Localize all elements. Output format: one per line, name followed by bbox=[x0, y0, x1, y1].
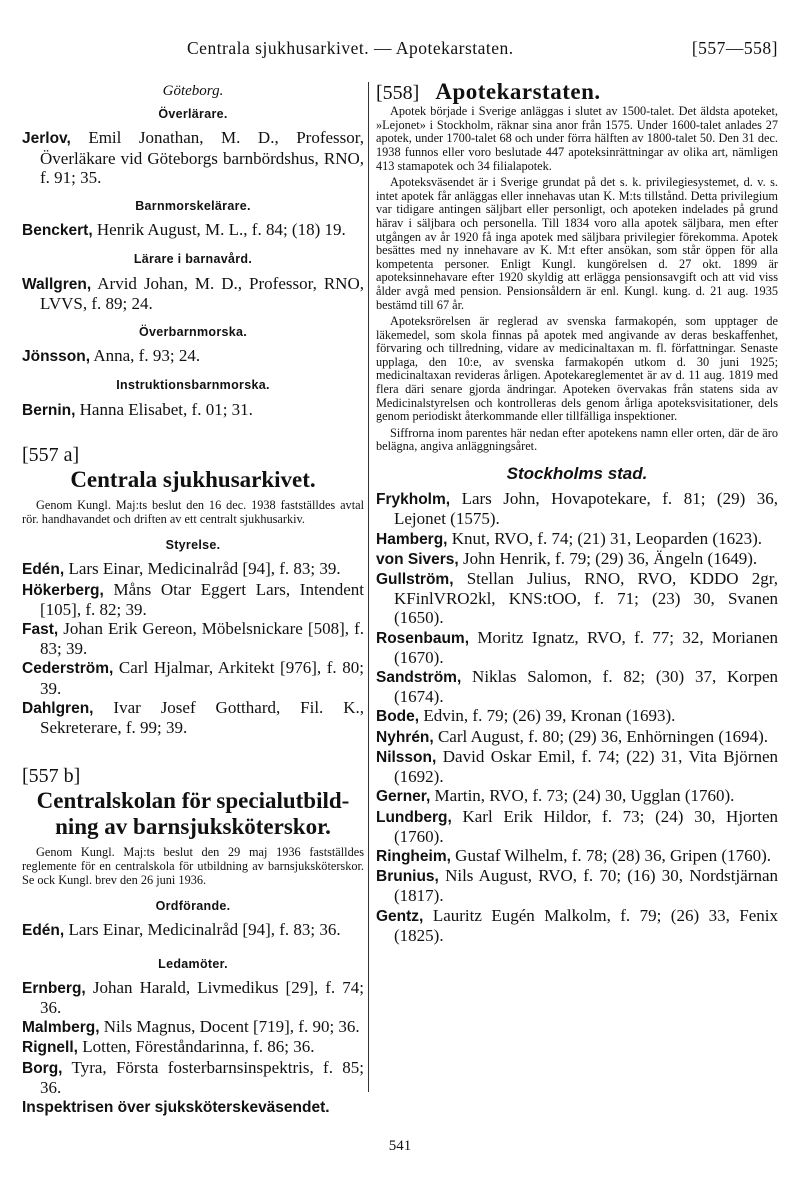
entry-name: Nilsson, bbox=[376, 748, 437, 766]
list-item bbox=[22, 658, 364, 697]
entry-details: Henrik August, M. L., f. 84; (18) 19. bbox=[92, 220, 346, 240]
list-item bbox=[376, 747, 778, 786]
entry-name: Frykholm, bbox=[376, 491, 451, 509]
styrelse-heading: Styrelse. bbox=[165, 538, 221, 553]
list-item bbox=[22, 128, 364, 187]
entry-name: Gerner, bbox=[376, 788, 431, 806]
entry-details: Johan Harald, Livmedikus [29], f. 74; 36. bbox=[40, 977, 364, 1018]
list-item bbox=[22, 1017, 364, 1037]
section-558-title: Apotekarstaten. bbox=[435, 79, 601, 104]
list-item bbox=[22, 580, 364, 619]
list-item bbox=[376, 549, 778, 569]
overbarnmorska-list bbox=[22, 346, 364, 366]
entry-name: Sandström, bbox=[376, 669, 462, 687]
entry-name: Rignell, bbox=[22, 1039, 78, 1057]
apotek-paragraph-4: Siffrorna inom parentes här nedan efter apotekens namn eller orten, där de äro belägna, angiva anläggningsåret. bbox=[376, 425, 778, 454]
entry-name: Jönsson, bbox=[22, 348, 91, 366]
apotek-paragraph-3: Apoteksrörelsen är reglerad av svenska farmakopén, som upptager de läkemedel, som skola finnas på apotek med angivande av deras beskaffenhet, förvaring och tillredning, vidare av medicinaltaxan m. fl. författningar. Senaste upplaga, den 10:e, av svenska farmakopén utkom d. 30 juni 1925; medicinaltaxan revideras årligen. Apotekareglementet är av d. 11 aug. 1819 med flera däri senare gjorda ändringar. Apoteken övervakas från statens sida av Medicinalstyrelsen och kontrolleras dels genom årliga apoteksvisitationer, dels genom periodiskt återkommande eller tillfälliga inspektioner. bbox=[376, 314, 778, 424]
overlarare-heading: Överlärare. bbox=[158, 107, 228, 122]
entry-name: Malmberg, bbox=[22, 1019, 100, 1037]
entry-details: Anna, f. 93; 24. bbox=[90, 346, 201, 366]
list-item bbox=[22, 1058, 364, 1097]
list-item bbox=[22, 559, 364, 579]
entry-details: John Henrik, f. 79; (29) 36, Ängeln (1649). bbox=[458, 548, 758, 568]
entry-name: Hamberg, bbox=[376, 530, 448, 548]
entry-name: Ernberg, bbox=[22, 979, 86, 997]
entry-name: Benckert, bbox=[22, 222, 93, 240]
section-557b-number: [557 b] bbox=[22, 765, 81, 788]
page-number: 541 bbox=[388, 1138, 412, 1154]
list-item bbox=[376, 706, 778, 726]
city-heading: Göteborg. bbox=[162, 83, 224, 99]
entry-name: Dahlgren, bbox=[22, 699, 94, 717]
entry-name: Wallgren, bbox=[22, 275, 92, 293]
header-page-range: [557—558] bbox=[691, 38, 778, 58]
ledamoter-heading: Ledamöter. bbox=[158, 956, 228, 971]
barnmorskelarare-list bbox=[22, 220, 364, 240]
section-558-number: [558] bbox=[376, 82, 420, 104]
section-557b-title-line1: Centralskolan för specialutbild- bbox=[36, 788, 350, 814]
ledamoter-list bbox=[22, 978, 364, 1097]
overlarare-list bbox=[22, 128, 364, 187]
list-item bbox=[376, 866, 778, 905]
entry-details: David Oskar Emil, f. 74; (22) 31, Vita Björnen (1692). bbox=[394, 746, 778, 787]
barnmorskelarare-heading: Barnmorskelärare. bbox=[135, 199, 251, 214]
list-item bbox=[22, 346, 364, 366]
entry-name: Edén, bbox=[22, 561, 65, 579]
entry-name: Lundberg, bbox=[376, 808, 452, 826]
list-item bbox=[22, 1037, 364, 1057]
entry-name: Gentz, bbox=[376, 907, 424, 925]
entry-details: Lars Einar, Medicinalråd [94], f. 83; 39. bbox=[64, 559, 341, 579]
list-item bbox=[22, 220, 364, 240]
list-item bbox=[22, 920, 364, 940]
entry-name: Hökerberg, bbox=[22, 581, 104, 599]
styrelse-list bbox=[22, 559, 364, 737]
inspektrisen-text: Inspektrisen över sjuksköterskeväsendet. bbox=[22, 1099, 330, 1117]
entry-details: Stellan Julius, RNO, RVO, KDDO 2gr, KFinlVRO2kl, KNS:tOO, f. 71; (23) 30, Svanen (1650). bbox=[394, 569, 778, 628]
left-column bbox=[22, 82, 364, 1117]
list-item bbox=[376, 667, 778, 706]
entry-details: Knut, RVO, f. 74; (21) 31, Leoparden (1623). bbox=[447, 528, 762, 548]
entry-details: Tyra, Första fosterbarnsinspektris, f. 85; 36. bbox=[40, 1057, 364, 1097]
list-item bbox=[376, 786, 778, 806]
instruktionsbarnmorska-list bbox=[22, 400, 364, 420]
entry-details: Nils Magnus, Docent [719], f. 90; 36. bbox=[99, 1017, 360, 1037]
entry-details: Emil Jonathan, M. D., Professor, Överläkare vid Göteborgs barnbördshus, RNO, f. 91; 35. bbox=[40, 128, 364, 187]
entry-name: Bernin, bbox=[22, 401, 76, 419]
section-558-header bbox=[376, 79, 778, 104]
list-item bbox=[376, 489, 778, 528]
entry-details: Carl Hjalmar, Arkitekt [976], f. 80; 39. bbox=[40, 658, 364, 698]
entry-name: von Sivers, bbox=[376, 550, 459, 568]
entry-details: Hanna Elisabet, f. 01; 31. bbox=[75, 399, 253, 419]
entry-details: Martin, RVO, f. 73; (24) 30, Ugglan (1760). bbox=[430, 786, 735, 806]
entry-details: Arvid Johan, M. D., Professor, RNO, LVVS, f. 89; 24. bbox=[40, 273, 364, 313]
ordforande-heading: Ordförande. bbox=[155, 899, 231, 914]
entry-details: Lauritz Eugén Malkolm, f. 79; (26) 33, Fenix (1825). bbox=[394, 905, 778, 945]
entry-name: Nyhrén, bbox=[376, 728, 434, 746]
entry-name: Ringheim, bbox=[376, 847, 451, 865]
entry-details: Måns Otar Eggert Lars, Intendent [105], f. 82; 39. bbox=[40, 579, 364, 619]
entry-details: Gustaf Wilhelm, f. 78; (28) 36, Gripen (1760). bbox=[450, 845, 771, 865]
entry-name: Cederström, bbox=[22, 660, 114, 678]
section-557b-paragraph: Genom Kungl. Maj:ts beslut den 29 maj 1936 fastställdes reglemente för en centralskola för utbildning av barnsjuksköterskor. Se ock Kungl. brev den 26 juni 1936. bbox=[22, 845, 364, 887]
list-item bbox=[22, 619, 364, 658]
entry-details: Niklas Salomon, f. 82; (30) 37, Korpen (1674). bbox=[394, 667, 778, 707]
entry-name: Bode, bbox=[376, 708, 420, 726]
list-item bbox=[22, 400, 364, 420]
entry-name: Brunius, bbox=[376, 868, 439, 886]
list-item bbox=[376, 846, 778, 866]
entry-details: Ivar Josef Gotthard, Fil. K., Sekreterare, f. 99; 39. bbox=[40, 697, 364, 738]
entry-details: Moritz Ignatz, RVO, f. 77; 32, Morianen (1670). bbox=[394, 627, 778, 667]
list-item bbox=[22, 698, 364, 737]
list-item bbox=[22, 978, 364, 1017]
entry-name: Jerlov, bbox=[22, 130, 71, 148]
header-title: Centrala sjukhusarkivet. — Apotekarstaten. bbox=[187, 38, 514, 58]
entry-details: Edvin, f. 79; (26) 39, Kronan (1693). bbox=[419, 706, 676, 726]
inspektrisen-line bbox=[22, 1097, 364, 1117]
entry-details: Johan Erik Gereon, Möbelsnickare [508], f. 83; 39. bbox=[40, 619, 364, 659]
entry-details: Karl Erik Hildor, f. 73; (24) 30, Hjorten (1760). bbox=[394, 806, 778, 846]
section-557b-title-line2: ning av barnsjuksköterskor. bbox=[55, 814, 331, 840]
entry-name: Rosenbaum, bbox=[376, 629, 470, 647]
section-557a-paragraph: Genom Kungl. Maj:ts beslut den 16 dec. 1938 fastställdes avtal rör. handhavandet och driften av ett centralt sjukhusarkiv. bbox=[22, 498, 364, 526]
entry-name: Fast, bbox=[22, 621, 59, 639]
entry-details: Nils August, RVO, f. 70; (16) 30, Nordstjärnan (1817). bbox=[394, 866, 778, 906]
section-557a-title: Centrala sjukhusarkivet. bbox=[70, 467, 316, 493]
right-column bbox=[376, 79, 778, 945]
column-divider bbox=[368, 82, 369, 1092]
entry-details: Lars John, Hovapotekare, f. 81; (29) 36, Lejonet (1575). bbox=[394, 489, 778, 529]
apotek-paragraph-2: Apoteksväsendet är i Sverige grundat på det s. k. privilegiesystemet, d. v. s. intet apotek får anläggas eller innehavas utan K. M:ts tillstånd. Detta privilegium var tidigare antingen säljbart eller personligt, och apoteken indelades på grund härav i säljbara och personella. Till 1834 voro alla apotek säljbara, men efter utgången av år 1920 få inga apotek med säljbara privilegier förekomma. Apotek besättes med ny innehavare av K. M:t efter ansökan, som står öppen för alla kompetenta personer. Enligt Kungl. kungörelsen d. 27 okt. 1899 är apoteksinnehavare efter 1920 skyldig att erlägga pensionsavgift och att vid viss ålder avgå med pension. Pensionsåldern är enl. Kungl. kung. d. 21 aug. 1935 bestämd till 67 år. bbox=[376, 175, 778, 312]
entry-details: Lotten, Föreståndarinna, f. 86; 36. bbox=[77, 1037, 315, 1057]
list-item bbox=[376, 727, 778, 747]
lararebarnavard-list bbox=[22, 274, 364, 313]
stockholms-stad-heading: Stockholms stad. bbox=[506, 464, 648, 484]
entry-details: Carl August, f. 80; (29) 36, Enhörningen (1694). bbox=[433, 726, 769, 746]
overbarnmorska-heading: Överbarnmorska. bbox=[138, 325, 248, 340]
list-item bbox=[22, 274, 364, 313]
ordforande-list bbox=[22, 920, 364, 940]
running-header bbox=[22, 38, 782, 64]
list-item bbox=[376, 628, 778, 667]
list-item bbox=[376, 529, 778, 549]
apotek-paragraph-1: Apotek började i Sverige anläggas i slutet av 1500-talet. Det äldsta apoteket, »Lejonet» i Stockholm, räknar sina anor från 1575. Under 1600-talet anlades 27 apotek, under 1700-talet 68 och under förra hälften av 1800-talet 50. Den 31 dec. 1938 funnos eller voro beslutade 447 apoteksinrättningar av olika art, nämligen 413 stamapotek och 34 filialapotek. bbox=[376, 104, 778, 173]
apotekare-list bbox=[376, 489, 778, 945]
instruktionsbarnmorska-heading: Instruktionsbarnmorska. bbox=[116, 378, 270, 393]
list-item bbox=[376, 906, 778, 945]
entry-name: Edén, bbox=[22, 922, 65, 940]
list-item bbox=[376, 807, 778, 846]
entry-name: Borg, bbox=[22, 1059, 63, 1077]
entry-name: Gullström, bbox=[376, 571, 454, 589]
entry-details: Lars Einar, Medicinalråd [94], f. 83; 36. bbox=[64, 920, 341, 940]
section-557a-number: [557 a] bbox=[22, 443, 80, 466]
lararebarnavard-heading: Lärare i barnavård. bbox=[133, 252, 253, 267]
list-item bbox=[376, 569, 778, 628]
